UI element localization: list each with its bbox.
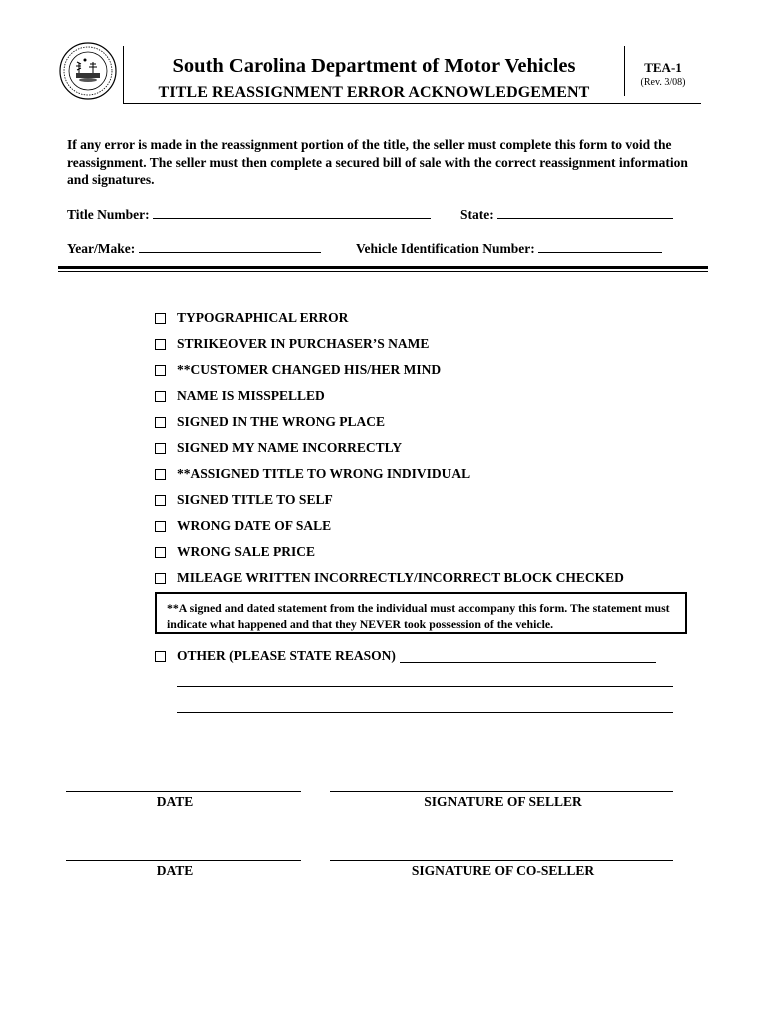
option-label: WRONG DATE OF SALE — [177, 518, 332, 533]
checkbox[interactable] — [155, 313, 166, 324]
year-make-label: Year/Make: — [67, 241, 136, 256]
option-label: TYPOGRAPHICAL ERROR — [177, 310, 349, 325]
checkbox[interactable] — [155, 417, 166, 428]
option-label: NAME IS MISSPELLED — [177, 388, 325, 403]
option-signed-title-to-self[interactable] — [155, 492, 333, 508]
instructions-paragraph: If any error is made in the reassignment portion of the title, the seller must complete this form to void the reassignment. The seller must then complete a secured bill of sale with the correct reassignment information and signatures. — [67, 137, 688, 187]
option-label: SIGNED IN THE WRONG PLACE — [177, 414, 386, 429]
section-divider-thick — [58, 266, 708, 269]
department-name: South Carolina Department of Motor Vehicles — [172, 55, 576, 77]
seller-signature-label: SIGNATURE OF SELLER — [424, 794, 582, 809]
option-customer-changed-mind[interactable] — [155, 362, 441, 378]
state-row — [460, 206, 673, 223]
option-label: MILEAGE WRITTEN INCORRECTLY/INCORRECT BLOCK CHECKED — [177, 570, 624, 585]
option-mileage-incorrect[interactable] — [155, 570, 624, 586]
form-number: TEA-1 — [644, 60, 682, 75]
option-label: WRONG SALE PRICE — [177, 544, 316, 559]
option-signed-name-incorrectly[interactable] — [155, 440, 402, 456]
coseller-date-label: DATE — [156, 863, 194, 878]
option-wrong-date-of-sale[interactable] — [155, 518, 331, 534]
year-make-row — [67, 240, 321, 257]
option-label: STRIKEOVER IN PURCHASER’S NAME — [177, 336, 430, 351]
option-other[interactable] — [155, 648, 656, 664]
section-divider-thin — [58, 271, 708, 272]
checkbox[interactable] — [155, 365, 166, 376]
seller-date-line[interactable] — [66, 791, 301, 792]
checkbox[interactable] — [155, 651, 166, 662]
checkbox[interactable] — [155, 573, 166, 584]
option-label: **ASSIGNED TITLE TO WRONG INDIVIDUAL — [177, 466, 471, 481]
state-label: State: — [460, 207, 494, 222]
checkbox[interactable] — [155, 521, 166, 532]
checkbox[interactable] — [155, 391, 166, 402]
other-reason-line-3[interactable] — [177, 712, 673, 713]
option-strikeover-purchaser-name[interactable] — [155, 336, 429, 352]
seller-signature-line[interactable] — [330, 791, 673, 792]
other-reason-field[interactable] — [400, 650, 656, 663]
option-label: SIGNED MY NAME INCORRECTLY — [177, 440, 403, 455]
other-reason-line-2[interactable] — [177, 686, 673, 687]
statement-notice-box: **A signed and dated statement from the individual must accompany this form. The statement must indicate what happened and that they NEVER took possession of the vehicle. — [155, 592, 687, 634]
vin-label: Vehicle Identification Number: — [356, 241, 535, 256]
option-signed-wrong-place[interactable] — [155, 414, 385, 430]
option-label: SIGNED TITLE TO SELF — [177, 492, 333, 507]
header-underline — [123, 103, 701, 104]
checkbox[interactable] — [155, 495, 166, 506]
year-make-field[interactable] — [139, 240, 321, 253]
checkbox[interactable] — [155, 443, 166, 454]
checkbox[interactable] — [155, 469, 166, 480]
state-field[interactable] — [497, 206, 673, 219]
checkbox[interactable] — [155, 339, 166, 350]
option-wrong-sale-price[interactable] — [155, 544, 315, 560]
seller-date-label: DATE — [156, 794, 194, 809]
option-name-misspelled[interactable] — [155, 388, 325, 404]
option-typographical-error[interactable] — [155, 310, 348, 326]
coseller-signature-label: SIGNATURE OF CO-SELLER — [411, 863, 595, 878]
form-title: TITLE REASSIGNMENT ERROR ACKNOWLEDGEMENT — [158, 84, 590, 101]
option-assigned-wrong-individual[interactable] — [155, 466, 470, 482]
checkbox[interactable] — [155, 547, 166, 558]
state-seal-icon — [59, 42, 117, 100]
coseller-date-line[interactable] — [66, 860, 301, 861]
coseller-signature-line[interactable] — [330, 860, 673, 861]
vin-field[interactable] — [538, 240, 662, 253]
option-label: OTHER (PLEASE STATE REASON) — [177, 648, 396, 663]
title-number-row — [67, 206, 431, 223]
title-number-field[interactable] — [153, 206, 431, 219]
title-number-label: Title Number: — [67, 207, 150, 222]
form-revision: (Rev. 3/08) — [640, 77, 686, 88]
vin-row — [356, 240, 662, 257]
option-label: **CUSTOMER CHANGED HIS/HER MIND — [177, 362, 442, 377]
